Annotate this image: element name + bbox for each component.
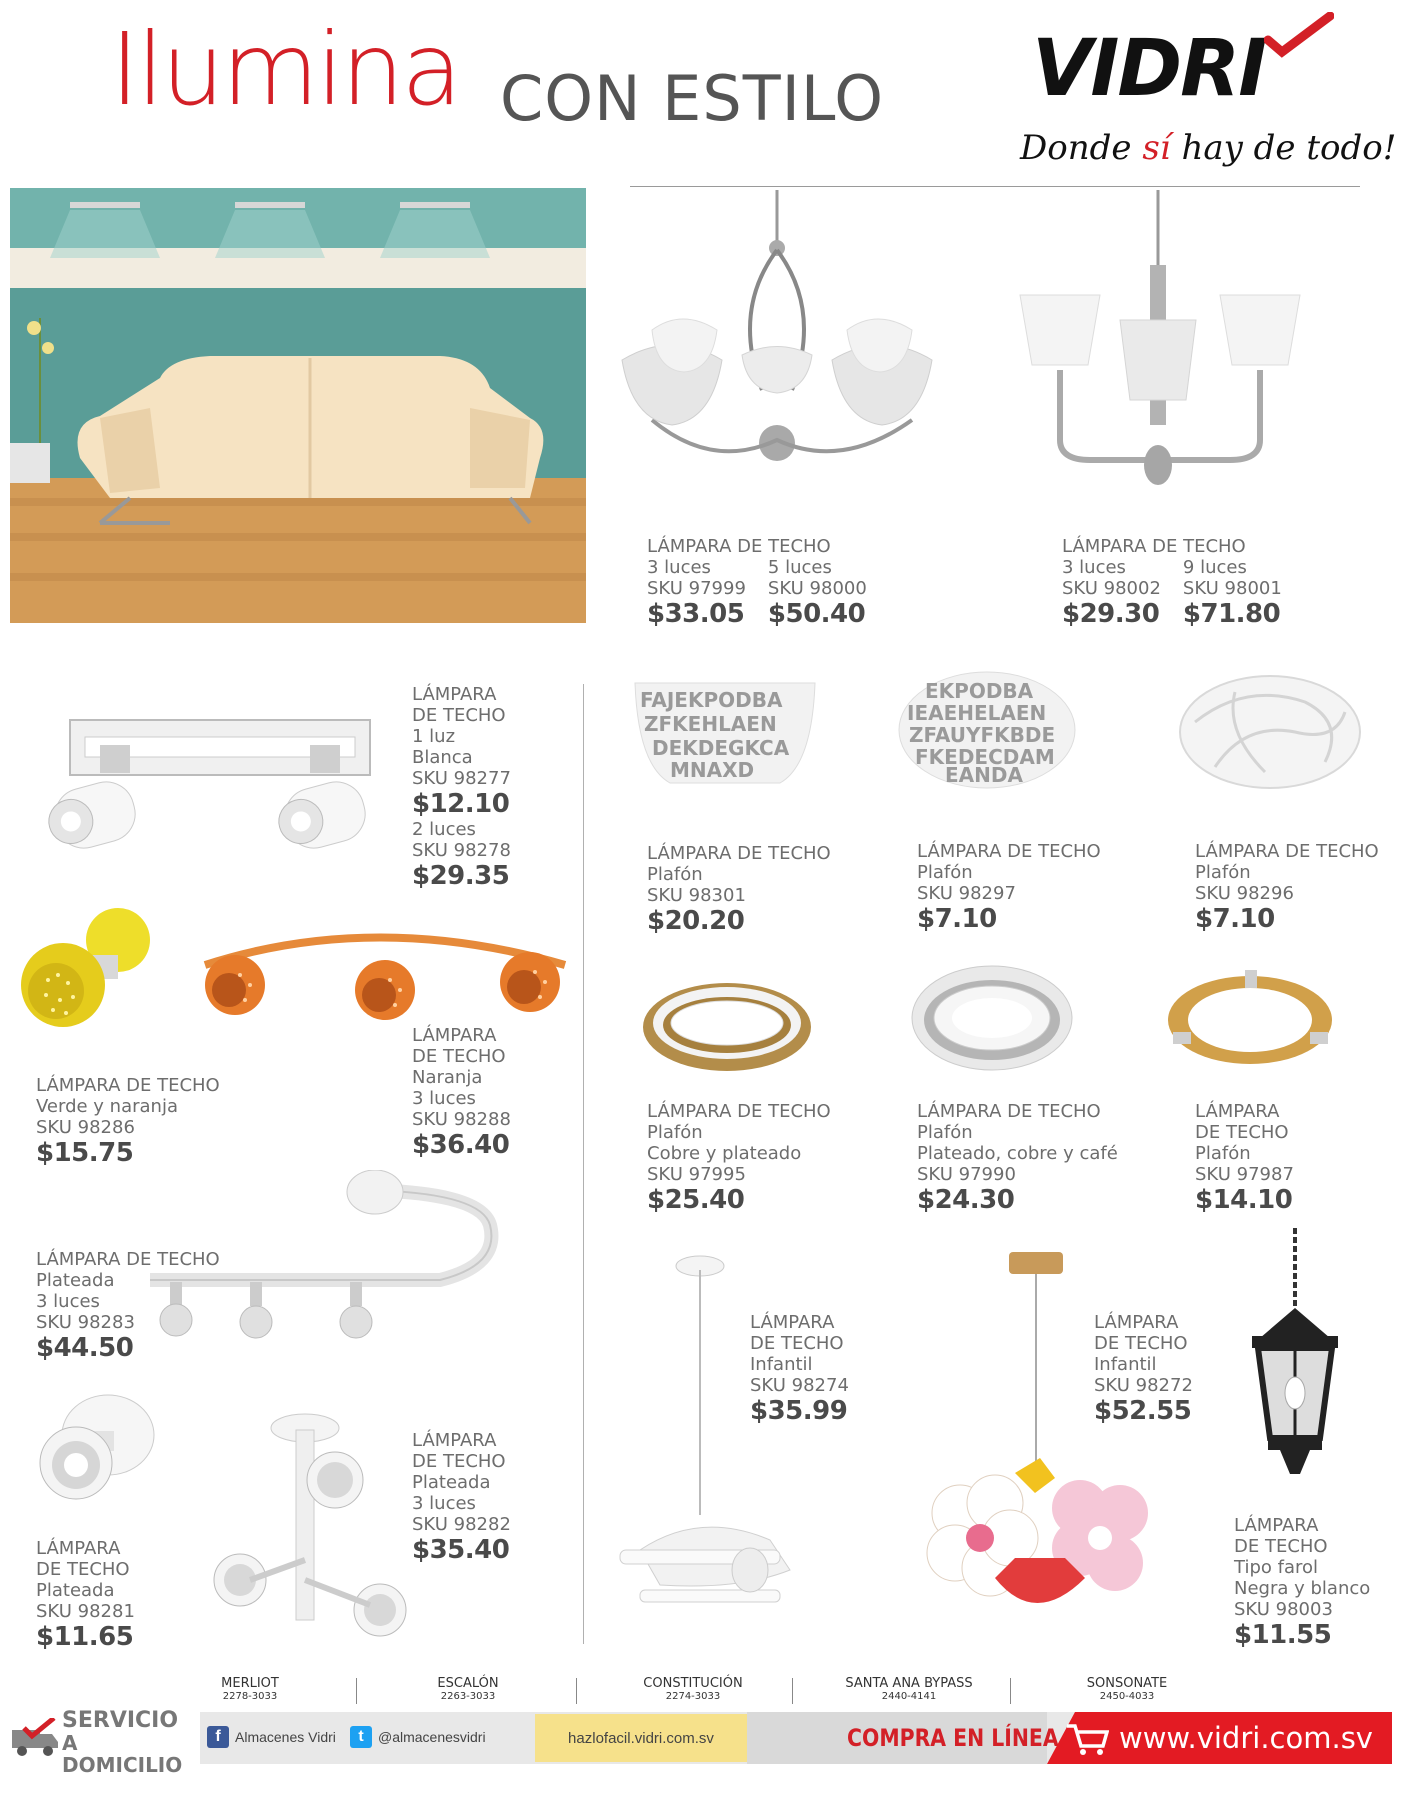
header-divider: [630, 186, 1360, 187]
product-desc: Plafón: [917, 862, 973, 883]
facebook-link[interactable]: [207, 1726, 336, 1748]
product-name: LÁMPARA DE TECHO: [647, 1101, 831, 1122]
product-name: LÁMPARA: [412, 1430, 497, 1451]
product-price: $25.40: [647, 1185, 745, 1215]
hazlofacil-link[interactable]: hazlofacil.vidri.com.sv: [535, 1714, 747, 1762]
product-price: $33.05: [647, 599, 745, 629]
store-sonsonate: SONSONATE 2450-4033: [1086, 1676, 1168, 1702]
product-sku: SKU 98283: [36, 1312, 135, 1333]
product-name: DE TECHO: [1234, 1536, 1328, 1557]
product-name: LÁMPARA DE TECHO: [647, 536, 831, 557]
single-spot-lamp-image: [38, 1385, 158, 1510]
product-price: $71.80: [1182, 599, 1281, 629]
product-sku: SKU 98000: [767, 578, 867, 599]
product-desc: Plateada: [36, 1580, 115, 1601]
store-santa-ana: SANTA ANA BYPASS 2440-4141: [845, 1676, 973, 1702]
product-infantil-98272: [1094, 1312, 1193, 1426]
product-desc: 3 luces: [36, 1291, 100, 1312]
product-name: LÁMPARA: [1094, 1312, 1179, 1333]
product-sku: SKU 97995: [647, 1164, 746, 1185]
product-price: $15.75: [36, 1138, 134, 1168]
product-price: $11.55: [1234, 1620, 1332, 1650]
product-price: $20.20: [647, 906, 745, 936]
column-divider: [583, 684, 584, 1644]
product-plafon-98297: [917, 841, 1101, 934]
product-desc: Infantil: [750, 1354, 813, 1375]
product-sku: SKU 98281: [36, 1601, 135, 1622]
product-sku: SKU 98288: [412, 1109, 511, 1130]
brand-name: VIDRI: [1032, 24, 1266, 114]
checkmark-icon: [1264, 12, 1334, 62]
product-name: LÁMPARA DE TECHO: [1195, 841, 1379, 862]
airplane-kids-lamp-image: [600, 1250, 800, 1640]
lantern-lamp-image: [1230, 1228, 1360, 1498]
svg-text:FKEDECDAM: FKEDECDAM: [915, 745, 1055, 769]
product-desc: 3 luces: [647, 557, 711, 578]
product-sku: SKU 98296: [1195, 883, 1294, 904]
product-sku: SKU 98003: [1234, 1599, 1333, 1620]
shopping-cart-icon: [1065, 1722, 1109, 1756]
svg-text:MNAXD: MNAXD: [670, 758, 755, 782]
product-desc: Plateada: [412, 1472, 491, 1493]
product-plafon-97995: [647, 1101, 831, 1215]
product-desc: 2 luces: [412, 819, 476, 840]
product-name: DE TECHO: [412, 705, 506, 726]
product-sku: SKU 98274: [750, 1375, 849, 1396]
chandelier-3-lights-image: [1010, 190, 1310, 500]
product-name: LÁMPARA DE TECHO: [36, 1249, 220, 1270]
product-desc: 3 luces: [1062, 557, 1126, 578]
buy-online-banner[interactable]: [747, 1712, 1392, 1764]
facebook-icon: f: [207, 1726, 229, 1748]
product-desc: 9 luces: [1182, 557, 1247, 578]
product-price: $36.40: [412, 1130, 510, 1160]
svg-text:EKPODBA: EKPODBA: [925, 679, 1034, 703]
product-sku: SKU 97987: [1195, 1164, 1294, 1185]
product-name: LÁMPARA: [412, 684, 497, 705]
spot-bar-lamp-image: [25, 715, 375, 865]
product-plateada-98281: [36, 1538, 135, 1652]
product-desc: Plafón: [1195, 1143, 1251, 1164]
product-desc: 3 luces: [412, 1088, 476, 1109]
product-name: LÁMPARA: [1234, 1515, 1319, 1536]
product-desc: Tipo farol: [1234, 1557, 1318, 1578]
product-sku: SKU 97999: [647, 578, 746, 599]
product-plafon-97987: [1195, 1101, 1294, 1215]
product-desc: Cobre y plateado: [647, 1143, 802, 1164]
store-escalon: ESCALÓN 2263-3033: [437, 1676, 499, 1702]
product-price: $7.10: [1195, 904, 1275, 934]
product-farol-98003: [1234, 1515, 1370, 1650]
product-name: LÁMPARA: [1195, 1101, 1280, 1122]
plafon-letters-image: [630, 675, 820, 790]
product-price: $50.40: [767, 599, 866, 629]
product-desc: Plafón: [647, 864, 703, 885]
product-desc: Plateada: [36, 1270, 115, 1291]
svg-text:DEKDEGKCA: DEKDEGKCA: [652, 736, 790, 760]
product-plafon-98296: [1195, 841, 1379, 934]
svg-text:ZFAUYFKBDE: ZFAUYFKBDE: [909, 723, 1056, 747]
product-price: $35.40: [412, 1535, 510, 1565]
product-desc: Plafón: [1195, 862, 1251, 883]
chandelier-5-lights-image: [612, 190, 952, 490]
product-spot-bar: [412, 684, 511, 891]
product-sku: SKU 98286: [36, 1117, 135, 1138]
delivery-truck-icon: [10, 1718, 60, 1758]
product-name: LÁMPARA DE TECHO: [917, 1101, 1101, 1122]
product-name: LÁMPARA: [412, 1025, 497, 1046]
product-verde-naranja: [36, 1075, 220, 1168]
product-price: $35.99: [750, 1396, 848, 1426]
product-sku: SKU 98001: [1182, 578, 1282, 599]
product-name: DE TECHO: [412, 1046, 506, 1067]
yellow-spot-lamp-image: [18, 905, 158, 1035]
product-plafon-98301: [647, 843, 831, 936]
product-desc: 5 luces: [767, 557, 832, 578]
svg-text:IEAEHELAEN: IEAEHELAEN: [907, 701, 1047, 725]
product-plafon-97990: [917, 1101, 1118, 1215]
product-desc: Plateado, cobre y café: [917, 1143, 1118, 1164]
product-chandelier-5: [647, 536, 867, 629]
store-list: [0, 1676, 1412, 1712]
product-price: $12.10: [412, 789, 510, 819]
product-price: $14.10: [1195, 1185, 1293, 1215]
twitter-icon: t: [350, 1726, 372, 1748]
product-desc: Blanca: [412, 747, 473, 768]
svg-text:EANDA: EANDA: [945, 763, 1023, 787]
plafon-gold-ring-image: [1165, 968, 1335, 1068]
product-sku: SKU 97990: [917, 1164, 1016, 1185]
product-price: $29.30: [1062, 599, 1160, 629]
product-name: DE TECHO: [36, 1559, 130, 1580]
product-desc: Negra y blanco: [1234, 1578, 1371, 1599]
product-sku: SKU 98277: [412, 768, 511, 789]
product-track-98283: [36, 1249, 220, 1363]
home-delivery-badge[interactable]: SERVICIO A DOMICILIO: [10, 1708, 188, 1768]
product-sku: SKU 98272: [1094, 1375, 1193, 1396]
website-link[interactable]: www.vidri.com.sv: [1119, 1721, 1373, 1755]
facebook-label: Almacenes Vidri: [235, 1729, 336, 1745]
product-name: LÁMPARA DE TECHO: [917, 841, 1101, 862]
product-desc: 1 luz: [412, 726, 456, 747]
product-desc: Plafón: [917, 1122, 973, 1143]
product-price: $7.10: [917, 904, 997, 934]
headline-con-estilo: CON ESTILO: [500, 62, 884, 135]
store-constitucion: CONSTITUCIÓN 2274-3033: [643, 1676, 743, 1702]
product-name: DE TECHO: [1195, 1122, 1289, 1143]
product-sku: SKU 98297: [917, 883, 1016, 904]
orange-3-spots-image: [195, 920, 570, 1030]
svg-text:FAJEKPODBA: FAJEKPODBA: [640, 688, 783, 712]
product-desc: Naranja: [412, 1067, 483, 1088]
buy-online-label: COMPRA EN LÍNEA: [847, 1724, 1059, 1752]
product-desc: Infantil: [1094, 1354, 1157, 1375]
product-price: $11.65: [36, 1622, 134, 1652]
product-plateada-98282: [412, 1430, 511, 1565]
product-price: $29.35: [412, 861, 510, 891]
plafon-silver-image: [910, 960, 1075, 1075]
product-sku: SKU 98282: [412, 1514, 511, 1535]
product-naranja: [412, 1025, 511, 1160]
spot-cluster-lamp-image: [210, 1410, 420, 1650]
product-desc: Verde y naranja: [36, 1096, 178, 1117]
product-name: DE TECHO: [750, 1333, 844, 1354]
product-sku: SKU 98301: [647, 885, 746, 906]
product-price: $44.50: [36, 1333, 134, 1363]
product-sku: SKU 98278: [412, 840, 511, 861]
product-name: LÁMPARA DE TECHO: [647, 843, 831, 864]
twitter-label: @almacenesvidri: [378, 1729, 486, 1745]
plafon-copper-silver-image: [640, 975, 815, 1075]
plafon-white-swirl-image: [1175, 672, 1365, 792]
product-chandelier-3: [1062, 536, 1282, 629]
headline-ilumina: Ilumina: [110, 11, 460, 128]
product-desc: Plafón: [647, 1122, 703, 1143]
living-room-photo: [10, 188, 586, 623]
product-sku: SKU 98002: [1062, 578, 1161, 599]
store-merliot: MERLIOT 2278-3033: [221, 1676, 279, 1702]
vidri-logo[interactable]: [1020, 20, 1397, 180]
product-name: LÁMPARA: [36, 1538, 121, 1559]
product-name: LÁMPARA: [750, 1312, 835, 1333]
twitter-link[interactable]: [350, 1726, 486, 1748]
product-infantil-98274: [750, 1312, 849, 1426]
product-price: $24.30: [917, 1185, 1015, 1215]
brand-slogan: Donde sí hay de todo!: [1020, 128, 1397, 168]
product-name: DE TECHO: [412, 1451, 506, 1472]
product-price: $52.55: [1094, 1396, 1192, 1426]
product-name: LÁMPARA DE TECHO: [1062, 536, 1246, 557]
product-desc: 3 luces: [412, 1493, 476, 1514]
svg-text:ZFKEHLAEN: ZFKEHLAEN: [644, 712, 777, 736]
product-name: DE TECHO: [1094, 1333, 1188, 1354]
product-name: LÁMPARA DE TECHO: [36, 1075, 220, 1096]
flower-kids-lamp-image: [915, 1248, 1155, 1638]
plafon-letters-round-image: [895, 668, 1080, 793]
